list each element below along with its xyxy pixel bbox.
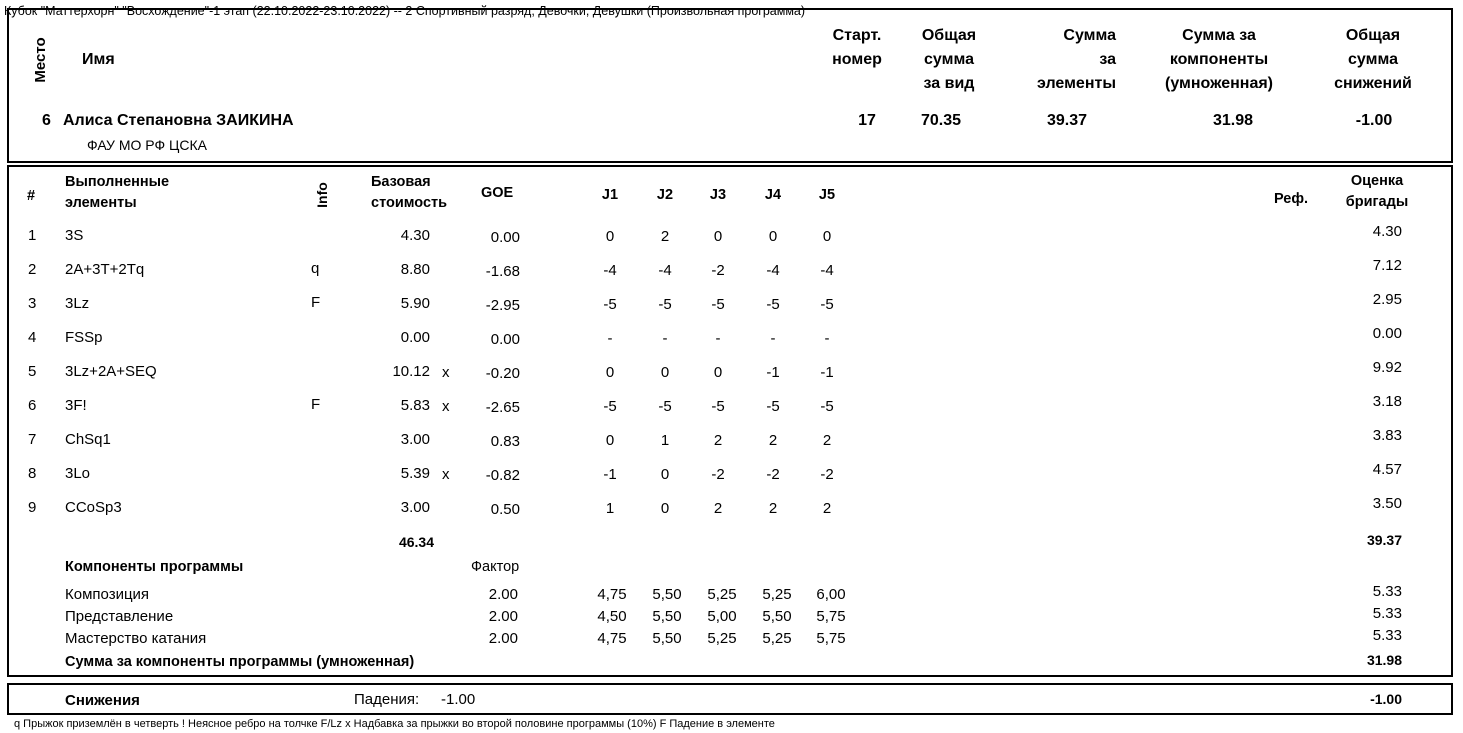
- col-panel-header: Оценка бригады: [1345, 173, 1409, 210]
- components-total: 31.98: [1366, 652, 1402, 668]
- element-judge-score: 0: [713, 364, 723, 381]
- element-judge-score: -2: [711, 466, 725, 483]
- component-score: 5.33: [1372, 627, 1402, 644]
- name-header: Имя: [82, 51, 115, 68]
- element-panel-score: 9.92: [1372, 359, 1402, 376]
- element-score-header: Сумма за элементы: [1037, 27, 1116, 92]
- falls-label: Падения:: [354, 691, 420, 708]
- col-j5-header: J5: [818, 187, 836, 203]
- element-judge-score: -: [824, 330, 830, 347]
- col-goe-header: GOE: [481, 185, 514, 201]
- deductions-box: [7, 683, 1453, 715]
- element-name: 3Lz+2A+SEQ: [65, 363, 157, 380]
- element-panel-score: 4.57: [1372, 461, 1402, 478]
- element-name: 3S: [65, 227, 84, 244]
- element-judge-score: -5: [711, 398, 725, 415]
- element-judge-score: 2: [660, 228, 670, 245]
- col-ref-header: Реф.: [1274, 191, 1309, 207]
- component-judge-score: 5,25: [762, 586, 792, 603]
- element-judge-score: 0: [660, 364, 670, 381]
- element-judge-score: -5: [766, 398, 780, 415]
- element-judge-score: -4: [603, 262, 617, 279]
- element-num: 5: [28, 363, 37, 380]
- element-judge-score: -5: [658, 398, 672, 415]
- component-judge-score: 5,75: [816, 608, 846, 625]
- element-panel-score: 3.18: [1372, 393, 1402, 410]
- component-score: 5.33: [1372, 605, 1402, 622]
- element-goe: -0.20: [485, 365, 520, 382]
- element-judge-score: -5: [766, 296, 780, 313]
- deductions-header: Общая сумма снижений: [1334, 27, 1412, 92]
- element-judge-score: -1: [603, 466, 617, 483]
- element-num: 9: [28, 499, 37, 516]
- skater-name: Алиса Степановна ЗАИКИНА: [63, 112, 294, 129]
- skater-pcs: 31.98: [1212, 112, 1254, 129]
- col-j1-header: J1: [601, 187, 619, 203]
- skater-deductions: -1.00: [1355, 112, 1393, 129]
- component-score-header: Сумма за компоненты (умноженная): [1165, 27, 1273, 92]
- element-goe: -2.65: [485, 399, 520, 416]
- col-num-header: #: [27, 188, 36, 204]
- element-judge-score: 2: [822, 500, 832, 517]
- element-base: 5.39: [400, 465, 430, 482]
- col-element-header: Выполненные элементы: [65, 174, 170, 211]
- component-score: 5.33: [1372, 583, 1402, 600]
- element-num: 7: [28, 431, 37, 448]
- element-bonus: x: [442, 466, 450, 483]
- element-name: 3Lo: [65, 465, 91, 482]
- element-goe: 0.00: [490, 229, 520, 246]
- element-info: F: [311, 294, 321, 311]
- element-judge-score: 2: [713, 432, 723, 449]
- component-judge-score: 5,25: [707, 630, 737, 647]
- element-judge-score: -2: [766, 466, 780, 483]
- element-base: 3.00: [400, 499, 430, 516]
- col-info-header: Info: [314, 182, 330, 208]
- col-j3-header: J3: [709, 187, 727, 203]
- element-bonus: x: [442, 398, 450, 415]
- element-name: CCoSp3: [65, 499, 122, 516]
- component-judge-score: 5,75: [816, 630, 846, 647]
- element-judge-score: -: [715, 330, 721, 347]
- start-number-header: Старт. номер: [832, 27, 882, 68]
- element-bonus: x: [442, 364, 450, 381]
- element-judge-score: -5: [820, 296, 834, 313]
- component-name: Представление: [65, 608, 174, 625]
- element-goe: 0.83: [490, 433, 520, 450]
- element-judge-score: 0: [660, 466, 670, 483]
- component-name: Мастерство катания: [65, 630, 207, 647]
- element-judge-score: 0: [822, 228, 832, 245]
- element-num: 8: [28, 465, 37, 482]
- skater-start-number: 17: [858, 112, 876, 129]
- component-judge-score: 4,75: [597, 630, 627, 647]
- element-judge-score: -5: [603, 398, 617, 415]
- component-factor: 2.00: [488, 630, 518, 647]
- total-score-header: Общая сумма за вид: [921, 27, 977, 92]
- element-judge-score: -: [662, 330, 668, 347]
- element-judge-score: 2: [713, 500, 723, 517]
- element-judge-score: -5: [658, 296, 672, 313]
- element-num: 2: [28, 261, 37, 278]
- element-num: 4: [28, 329, 37, 346]
- element-judge-score: 2: [768, 432, 778, 449]
- element-goe: 0.50: [490, 501, 520, 518]
- legend-footnote: q Прыжок приземлён в четверть ! Неясное ребро на толчке F/Lz x Надбавка за прыжки во второй половине программы (10%) F Падение в элементе: [14, 718, 775, 730]
- component-judge-score: 5,50: [762, 608, 792, 625]
- element-base: 5.90: [400, 295, 430, 312]
- element-judge-score: 0: [768, 228, 778, 245]
- element-judge-score: -4: [820, 262, 834, 279]
- skater-place: 6: [42, 112, 51, 129]
- element-judge-score: -2: [711, 262, 725, 279]
- place-header: Место: [32, 37, 49, 83]
- element-info: F: [311, 396, 321, 413]
- components-title: Компоненты программы: [65, 559, 244, 575]
- element-judge-score: 2: [768, 500, 778, 517]
- event-title: Кубок "Маттерхорн" "Восхождение"-1 этап (22.10.2022-23.10.2022) -- 2 Спортивный разряд, Девочки, Девушки (Произвольная программа): [4, 4, 806, 18]
- component-judge-score: 5,25: [707, 586, 737, 603]
- factor-label: Фактор: [471, 559, 520, 575]
- col-j2-header: J2: [656, 187, 674, 203]
- components-total-label: Сумма за компоненты программы (умноженная): [65, 654, 415, 670]
- element-panel-score: 7.12: [1372, 257, 1402, 274]
- element-num: 6: [28, 397, 37, 414]
- falls-value: -1.00: [441, 691, 476, 708]
- col-base-header: Базовая стоимость: [371, 174, 448, 211]
- skater-total: 70.35: [920, 112, 962, 129]
- element-base: 0.00: [400, 329, 430, 346]
- element-judge-score: -4: [766, 262, 780, 279]
- component-judge-score: 5,50: [652, 608, 682, 625]
- element-base: 10.12: [392, 363, 430, 380]
- element-judge-score: -5: [820, 398, 834, 415]
- element-num: 1: [28, 227, 37, 244]
- element-panel-score: 4.30: [1372, 223, 1402, 240]
- element-panel-score: 3.50: [1372, 495, 1402, 512]
- element-base: 5.83: [400, 397, 430, 414]
- component-name: Композиция: [65, 586, 150, 603]
- skater-tes: 39.37: [1046, 112, 1088, 129]
- element-num: 3: [28, 295, 37, 312]
- component-factor: 2.00: [488, 608, 518, 625]
- component-judge-score: 6,00: [816, 586, 846, 603]
- component-judge-score: 5,00: [707, 608, 737, 625]
- component-judge-score: 5,25: [762, 630, 792, 647]
- col-j4-header: J4: [764, 187, 782, 203]
- element-judge-score: 0: [605, 228, 615, 245]
- element-goe: -2.95: [485, 297, 520, 314]
- element-judge-score: 0: [713, 228, 723, 245]
- element-base: 8.80: [400, 261, 430, 278]
- element-judge-score: 0: [605, 432, 615, 449]
- element-judge-score: -5: [711, 296, 725, 313]
- component-judge-score: 5,50: [652, 630, 682, 647]
- component-judge-score: 4,75: [597, 586, 627, 603]
- element-panel-score: 2.95: [1372, 291, 1402, 308]
- element-goe: 0.00: [490, 331, 520, 348]
- elements-total: 39.37: [1366, 532, 1402, 548]
- deductions-label: Снижения: [65, 692, 140, 709]
- element-judge-score: -: [607, 330, 613, 347]
- skater-club: ФАУ МО РФ ЦСКА: [87, 137, 207, 153]
- element-panel-score: 3.83: [1372, 427, 1402, 444]
- element-name: FSSp: [65, 329, 103, 346]
- element-judge-score: -1: [820, 364, 834, 381]
- element-name: ChSq1: [65, 431, 111, 448]
- element-info: q: [311, 260, 320, 277]
- element-goe: -1.68: [485, 263, 520, 280]
- base-value-total: 46.34: [398, 534, 434, 550]
- element-judge-score: 2: [822, 432, 832, 449]
- element-name: 2A+3T+2Tq: [65, 261, 145, 278]
- element-judge-score: 0: [660, 500, 670, 517]
- element-base: 4.30: [400, 227, 430, 244]
- element-judge-score: 1: [660, 432, 670, 449]
- element-judge-score: 1: [605, 500, 615, 517]
- element-name: 3F!: [65, 397, 87, 414]
- element-judge-score: -4: [658, 262, 672, 279]
- component-judge-score: 5,50: [652, 586, 682, 603]
- element-panel-score: 0.00: [1372, 325, 1402, 342]
- element-judge-score: -2: [820, 466, 834, 483]
- element-goe: -0.82: [485, 467, 520, 484]
- element-name: 3Lz: [65, 295, 90, 312]
- element-judge-score: -: [770, 330, 776, 347]
- element-judge-score: 0: [605, 364, 615, 381]
- element-judge-score: -5: [603, 296, 617, 313]
- component-factor: 2.00: [488, 586, 518, 603]
- deductions-total: -1.00: [1370, 691, 1402, 707]
- component-judge-score: 4,50: [597, 608, 627, 625]
- element-judge-score: -1: [766, 364, 780, 381]
- element-base: 3.00: [400, 431, 430, 448]
